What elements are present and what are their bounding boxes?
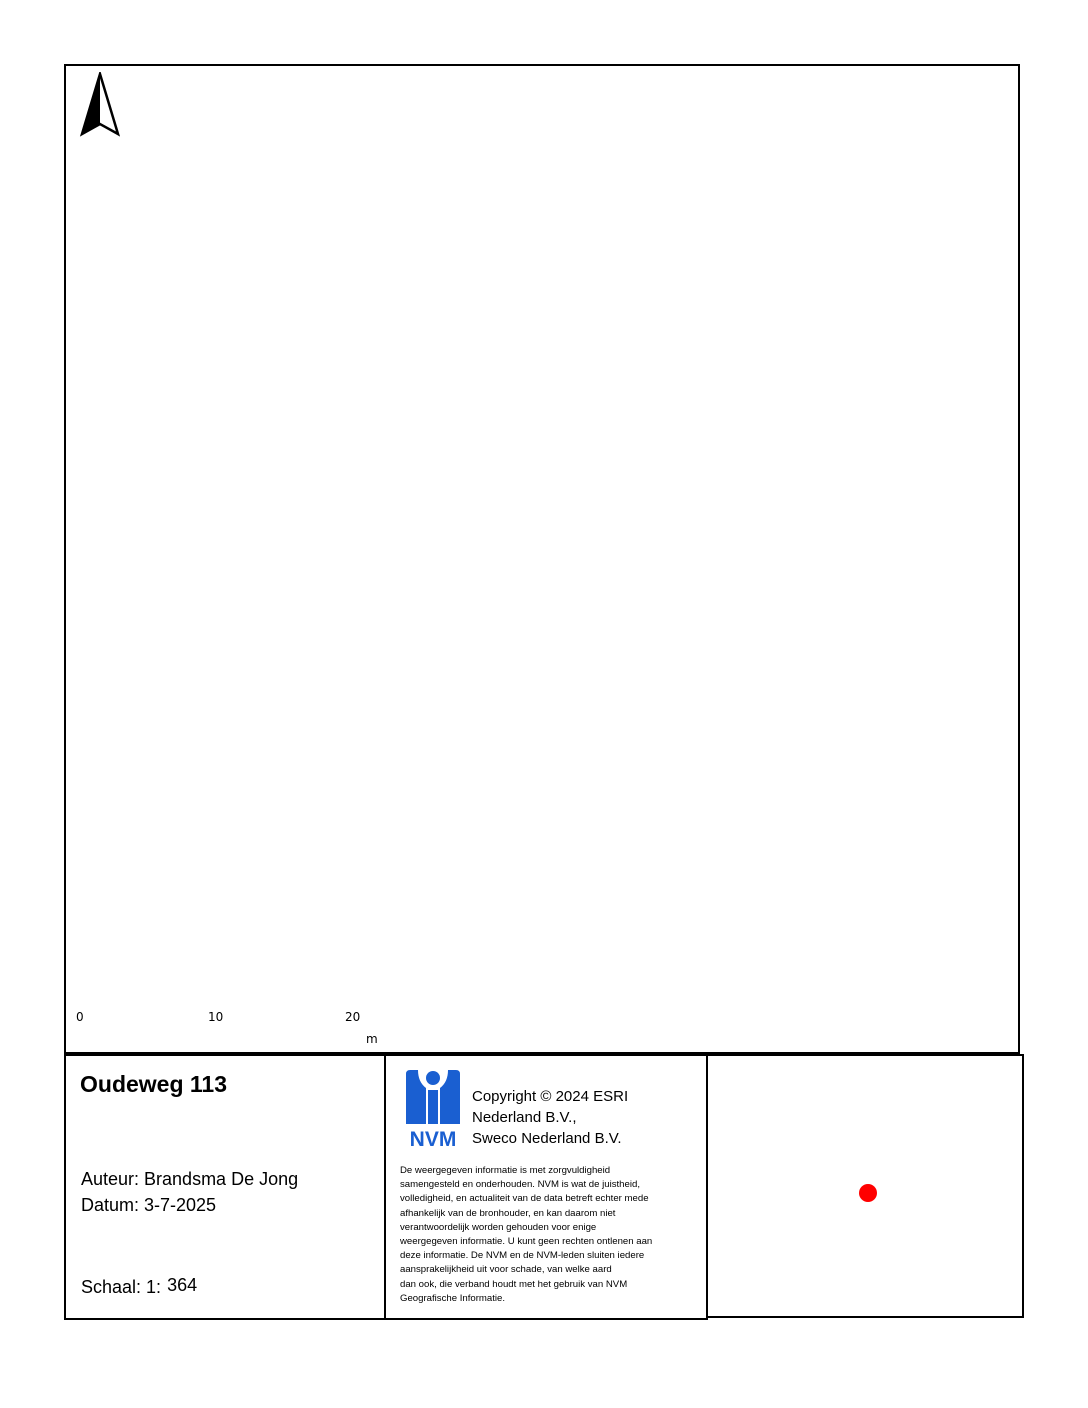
info-panel — [64, 1054, 386, 1320]
copyright-line: Copyright © 2024 ESRI — [472, 1088, 629, 1105]
disclaimer-text — [400, 1164, 696, 1306]
scale-label — [81, 1276, 197, 1298]
map-frame — [64, 64, 1020, 1054]
overview-map-panel — [706, 1054, 1024, 1318]
disclaimer-line: afhankelijk van de bronhouder, en kan daarom niet — [400, 1207, 616, 1219]
disclaimer-line: dan ook, die verband houdt met het gebruik van NVM — [400, 1278, 628, 1290]
copyright-line: Sweco Nederland B.V. — [472, 1130, 622, 1147]
copyright-panel — [384, 1054, 708, 1320]
disclaimer-line: deze informatie. De NVM en de NVM-leden sluiten iedere — [400, 1250, 645, 1262]
nvm-logo-icon — [404, 1068, 462, 1148]
north-arrow-icon — [78, 72, 122, 138]
map-title: Oudeweg 113 — [80, 1071, 228, 1097]
date-label: Datum: 3-7-2025 — [81, 1195, 217, 1215]
disclaimer-line: Geografische Informatie. — [400, 1292, 506, 1304]
disclaimer-line: verantwoordelijk worden gehouden voor enige — [400, 1221, 597, 1233]
disclaimer-line: aansprakelijkheid uit voor schade, van welke aard — [400, 1264, 612, 1276]
scale-bar — [70, 1010, 390, 1050]
disclaimer-line: samengesteld en onderhouden. NVM is wat de juistheid, — [400, 1179, 640, 1191]
author-label: Auteur: Brandsma De Jong — [81, 1169, 299, 1189]
legend-row — [64, 1054, 1024, 1320]
scale-tick-20: 20 — [345, 1010, 361, 1024]
copyright-line: Nederland B.V., — [472, 1109, 577, 1126]
scale-tick-10: 10 — [208, 1010, 224, 1024]
disclaimer-line: De weergegeven informatie is met zorgvuldigheid — [400, 1165, 611, 1176]
location-dot-icon — [859, 1184, 877, 1202]
scale-prefix: Schaal: 1: — [81, 1277, 162, 1297]
disclaimer-line: weergegeven informatie. U kunt geen rechten ontlenen aan — [400, 1236, 653, 1248]
copyright-text — [472, 1086, 692, 1149]
disclaimer-line: volledigheid, en actualiteit van de data betreft echter mede — [400, 1193, 649, 1205]
logo-text: NVM — [409, 1128, 457, 1148]
scale-value: 364 — [167, 1275, 198, 1295]
scale-unit: m — [366, 1032, 378, 1046]
scale-tick-0: 0 — [76, 1010, 84, 1024]
